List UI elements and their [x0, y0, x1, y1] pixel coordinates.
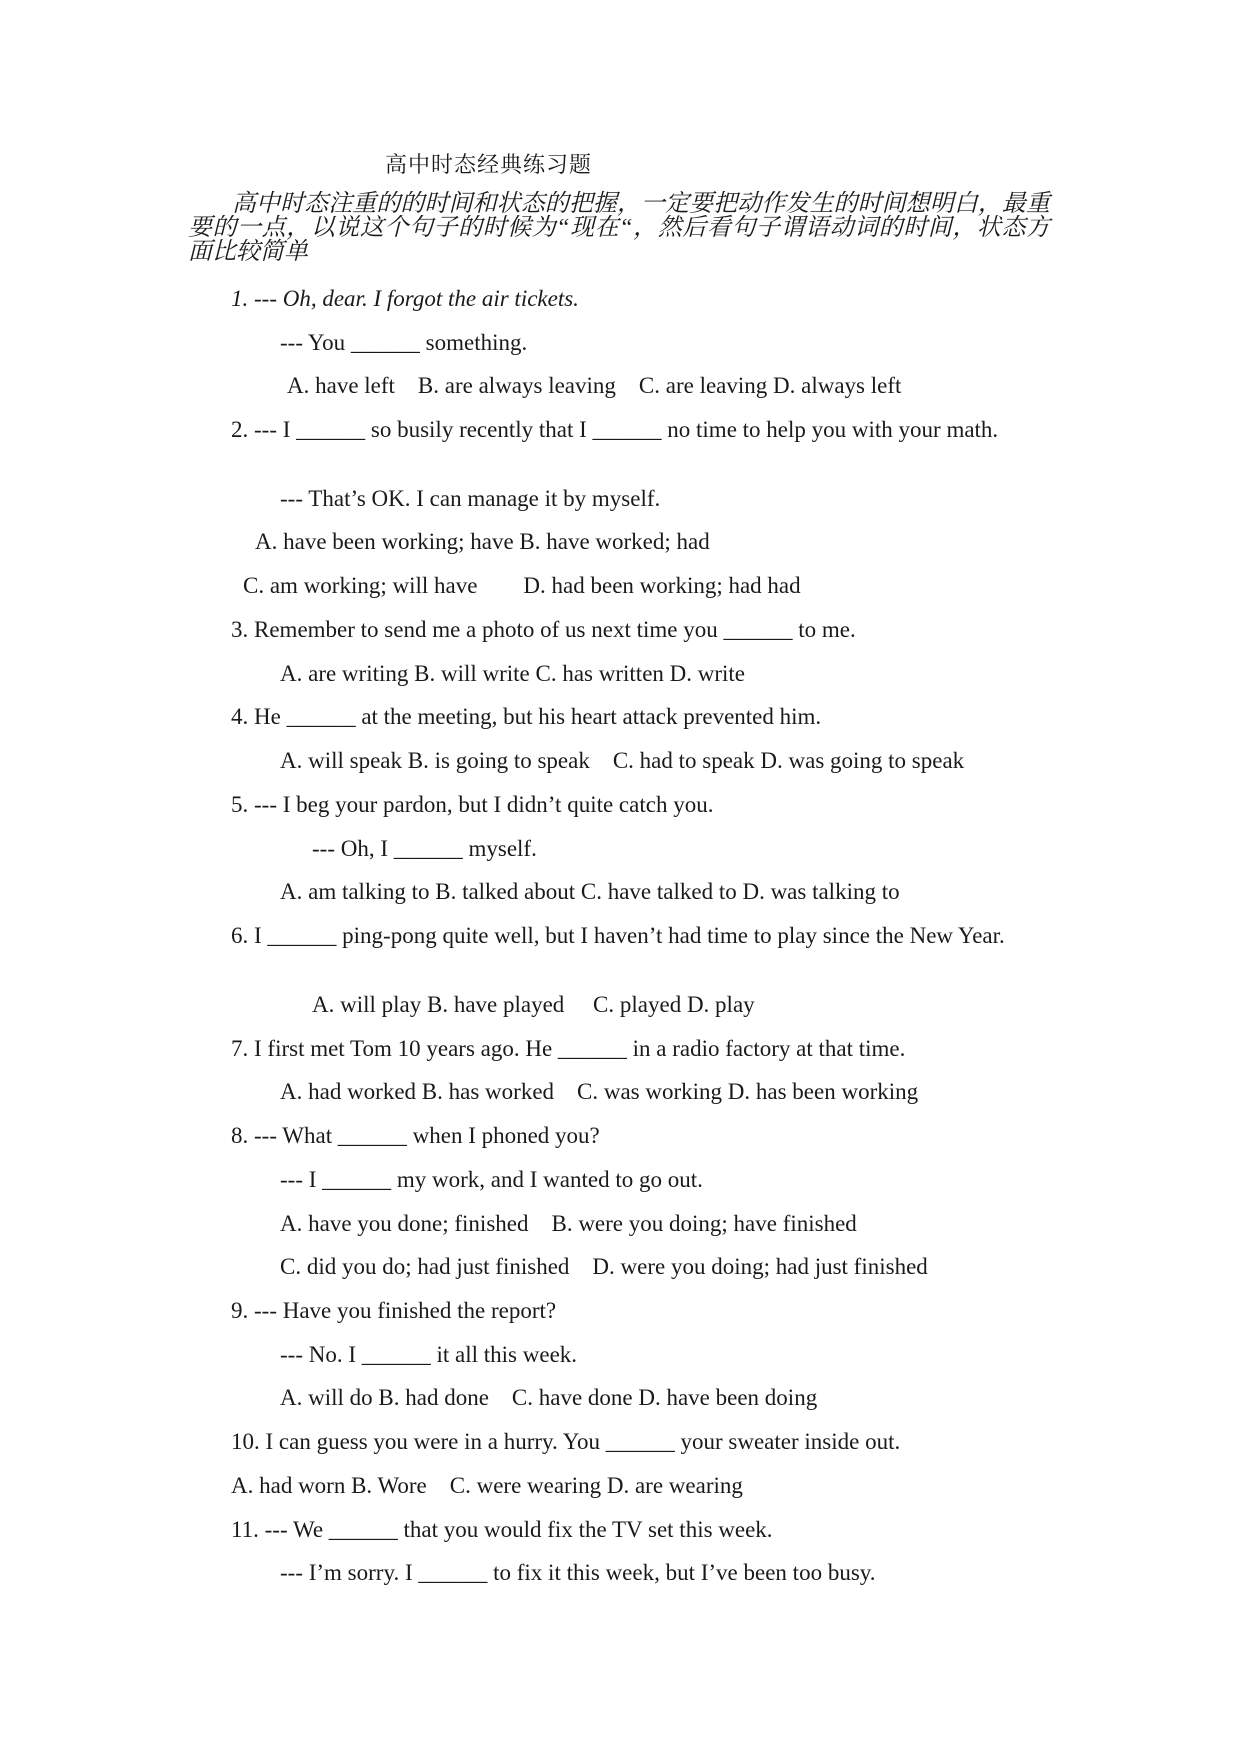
question-1-reply: --- You ______ something. [280, 330, 528, 355]
question-2-reply: --- That’s OK. I can manage it by myself. [280, 486, 661, 511]
question-8-reply: --- I ______ my work, and I wanted to go out. [280, 1167, 703, 1192]
question-7-options: A. had worked B. has worked C. was working D. has been working [280, 1079, 919, 1104]
question-3-options: A. are writing B. will write C. has written D. write [280, 661, 746, 686]
question-10-options: A. had worn B. Wore C. were wearing D. are wearing [231, 1473, 743, 1498]
question-8-options-cd: C. did you do; had just finished D. were you doing; had just finished [280, 1254, 928, 1279]
question-3-prompt: 3. Remember to send me a photo of us next time you ______ to me. [231, 617, 856, 642]
question-6-prompt: 6. I ______ ping-pong quite well, but I haven’t had time to play since the New Year. [231, 923, 1005, 948]
question-1-prompt: 1. --- Oh, dear. I forgot the air tickets. [231, 286, 579, 311]
question-5-reply: --- Oh, I ______ myself. [312, 836, 537, 861]
question-7-prompt: 7. I first met Tom 10 years ago. He ______ in a radio factory at that time. [231, 1036, 906, 1061]
question-2-options-cd: C. am working; will have D. had been working; had had [243, 573, 801, 598]
question-11-reply: --- I’m sorry. I ______ to fix it this week, but I’ve been too busy. [280, 1560, 876, 1585]
question-1-options: A. have left B. are always leaving C. are leaving D. always left [287, 373, 902, 398]
question-2-options-ab: A. have been working; have B. have worked; had [255, 529, 710, 554]
intro-paragraph: 高中时态注重的的时间和状态的把握，一定要把动作发生的时间想明白，最重要的一点，以说这个句子的时候为“现在“，然后看句子谓语动词的时间，状态方面比较简单 [188, 191, 1050, 265]
question-9-options: A. will do B. had done C. have done D. have been doing [280, 1385, 818, 1410]
question-5-options: A. am talking to B. talked about C. have talked to D. was talking to [280, 879, 900, 904]
question-4-options: A. will speak B. is going to speak C. had to speak D. was going to speak [280, 748, 965, 773]
question-6-options: A. will play B. have played C. played D. play [312, 992, 755, 1017]
question-9-prompt: 9. --- Have you finished the report? [231, 1298, 557, 1323]
question-11-prompt: 11. --- We ______ that you would fix the TV set this week. [231, 1517, 773, 1542]
question-2-prompt: 2. --- I ______ so busily recently that I ______ no time to help you with your math. [231, 417, 999, 442]
question-8-prompt: 8. --- What ______ when I phoned you? [231, 1123, 600, 1148]
page-title: 高中时态经典练习题 [385, 152, 593, 177]
question-10-prompt: 10. I can guess you were in a hurry. You ______ your sweater inside out. [231, 1429, 901, 1454]
question-5-prompt: 5. --- I beg your pardon, but I didn’t quite catch you. [231, 792, 714, 817]
question-9-reply: --- No. I ______ it all this week. [280, 1342, 578, 1367]
question-4-prompt: 4. He ______ at the meeting, but his heart attack prevented him. [231, 704, 822, 729]
question-8-options-ab: A. have you done; finished B. were you doing; have finished [280, 1211, 857, 1236]
